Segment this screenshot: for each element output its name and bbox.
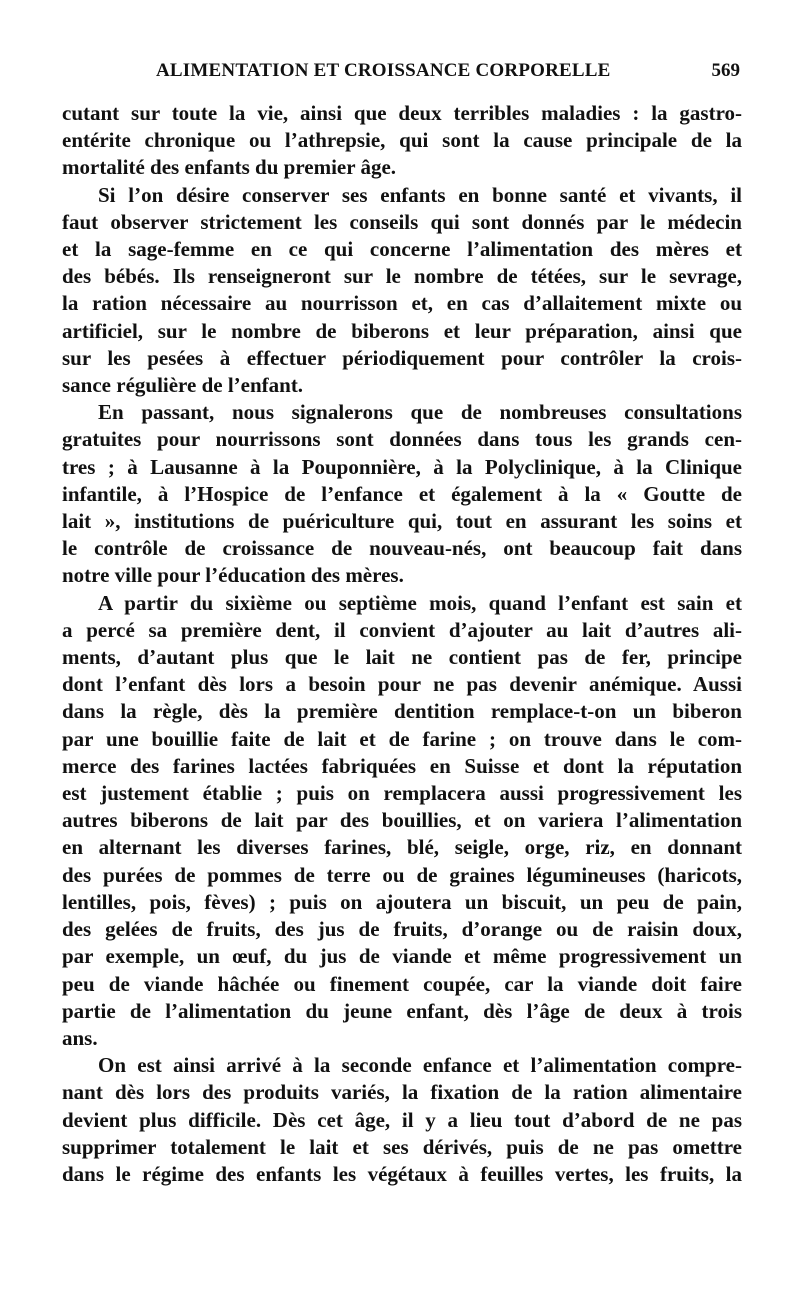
text-line: nant dès lors des produits variés, la fixation de la ration alimentaire	[62, 1080, 742, 1105]
text-line: dont l’enfant dès lors a besoin pour ne pas devenir anémique. Aussi	[62, 672, 742, 697]
text-line: sance régulière de l’enfant.	[62, 373, 304, 398]
text-line: notre ville pour l’éducation des mères.	[62, 563, 404, 588]
text-line: la ration nécessaire au nourrisson et, en cas d’allaitement mixte ou	[62, 291, 742, 316]
text-line: ments, d’autant plus que le lait ne contient pas de fer, principe	[62, 645, 742, 670]
text-line: tres ; à Lausanne à la Pouponnière, à la Polyclinique, à la Clinique	[62, 454, 742, 479]
text-line: A partir du sixième ou septième mois, quand l’enfant est sain et	[98, 590, 742, 615]
text-line: peu de viande hâchée ou finement coupée, car la viande doit faire	[62, 971, 742, 996]
text-line: des bébés. Ils renseigneront sur le nombre de tétées, sur le sevrage,	[62, 264, 742, 289]
text-line: le contrôle de croissance de nouveau-nés, ont beaucoup fait dans	[62, 536, 742, 561]
text-line: par exemple, un œuf, du jus de viande et même progressivement un	[62, 944, 742, 969]
text-line: merce des farines lactées fabriquées en Suisse et dont la réputation	[62, 753, 742, 778]
body-text	[62, 100, 742, 1188]
text-line: dans la règle, dès la première dentition remplace-t-on un biberon	[62, 699, 742, 724]
running-header	[62, 60, 742, 100]
text-line: On est ainsi arrivé à la seconde enfance et l’alimentation compre-	[98, 1053, 742, 1078]
book-page	[62, 60, 742, 1188]
text-line: des purées de pommes de terre ou de graines légumineuses (haricots,	[62, 862, 742, 887]
text-line: cutant sur toute la vie, ainsi que deux terribles maladies : la gastro-	[62, 101, 742, 125]
text-line: artificiel, sur le nombre de biberons et leur préparation, ainsi que	[62, 318, 742, 343]
text-line: Si l’on désire conserver ses enfants en bonne santé et vivants, il	[98, 182, 742, 207]
text-line: entérite chronique ou l’athrepsie, qui sont la cause principale de la	[62, 128, 742, 153]
text-line: est justement établie ; puis on remplacera aussi progressivement les	[62, 781, 742, 806]
text-line: autres biberons de lait par des bouillies, et on variera l’alimentation	[62, 808, 742, 833]
text-line: gratuites pour nourrissons sont données dans tous les grands cen-	[62, 427, 742, 452]
text-line: par une bouillie faite de lait et de farine ; on trouve dans le com-	[62, 726, 742, 751]
text-line: a percé sa première dent, il convient d’ajouter au lait d’autres ali-	[62, 617, 742, 642]
text-line: des gelées de fruits, des jus de fruits, d’orange ou de raisin doux,	[62, 917, 742, 942]
text-line: faut observer strictement les conseils qui sont donnés par le médecin	[62, 209, 742, 234]
text-line: et la sage-femme en ce qui concerne l’alimentation des mères et	[62, 237, 742, 262]
text-line: infantile, à l’Hospice de l’enfance et également à la « Goutte de	[62, 481, 742, 506]
text-line: supprimer totalement le lait et ses dérivés, puis de ne pas omettre	[62, 1134, 742, 1159]
page-number: 569	[711, 60, 740, 81]
text-line: sur les pesées à effectuer périodiquement pour contrôler la crois-	[62, 345, 742, 370]
text-line: dans le régime des enfants les végétaux à feuilles vertes, les fruits, la	[62, 1161, 742, 1186]
text-line: ans.	[62, 1025, 98, 1050]
text-line: partie de l’alimentation du jeune enfant, dès l’âge de deux à trois	[62, 998, 742, 1023]
text-line: lait », institutions de puériculture qui, tout en assurant les soins et	[62, 509, 742, 534]
chapter-title: ALIMENTATION ET CROISSANCE CORPORELLE	[156, 60, 611, 81]
text-line: En passant, nous signalerons que de nombreuses consultations	[98, 400, 742, 425]
text-line: mortalité des enfants du premier âge.	[62, 155, 397, 180]
text-line: devient plus difficile. Dès cet âge, il y a lieu tout d’abord de ne pas	[62, 1107, 742, 1132]
text-line: en alternant les diverses farines, blé, seigle, orge, riz, en donnant	[62, 835, 742, 860]
text-line: lentilles, pois, fèves) ; puis on ajoutera un biscuit, un peu de pain,	[62, 889, 742, 914]
